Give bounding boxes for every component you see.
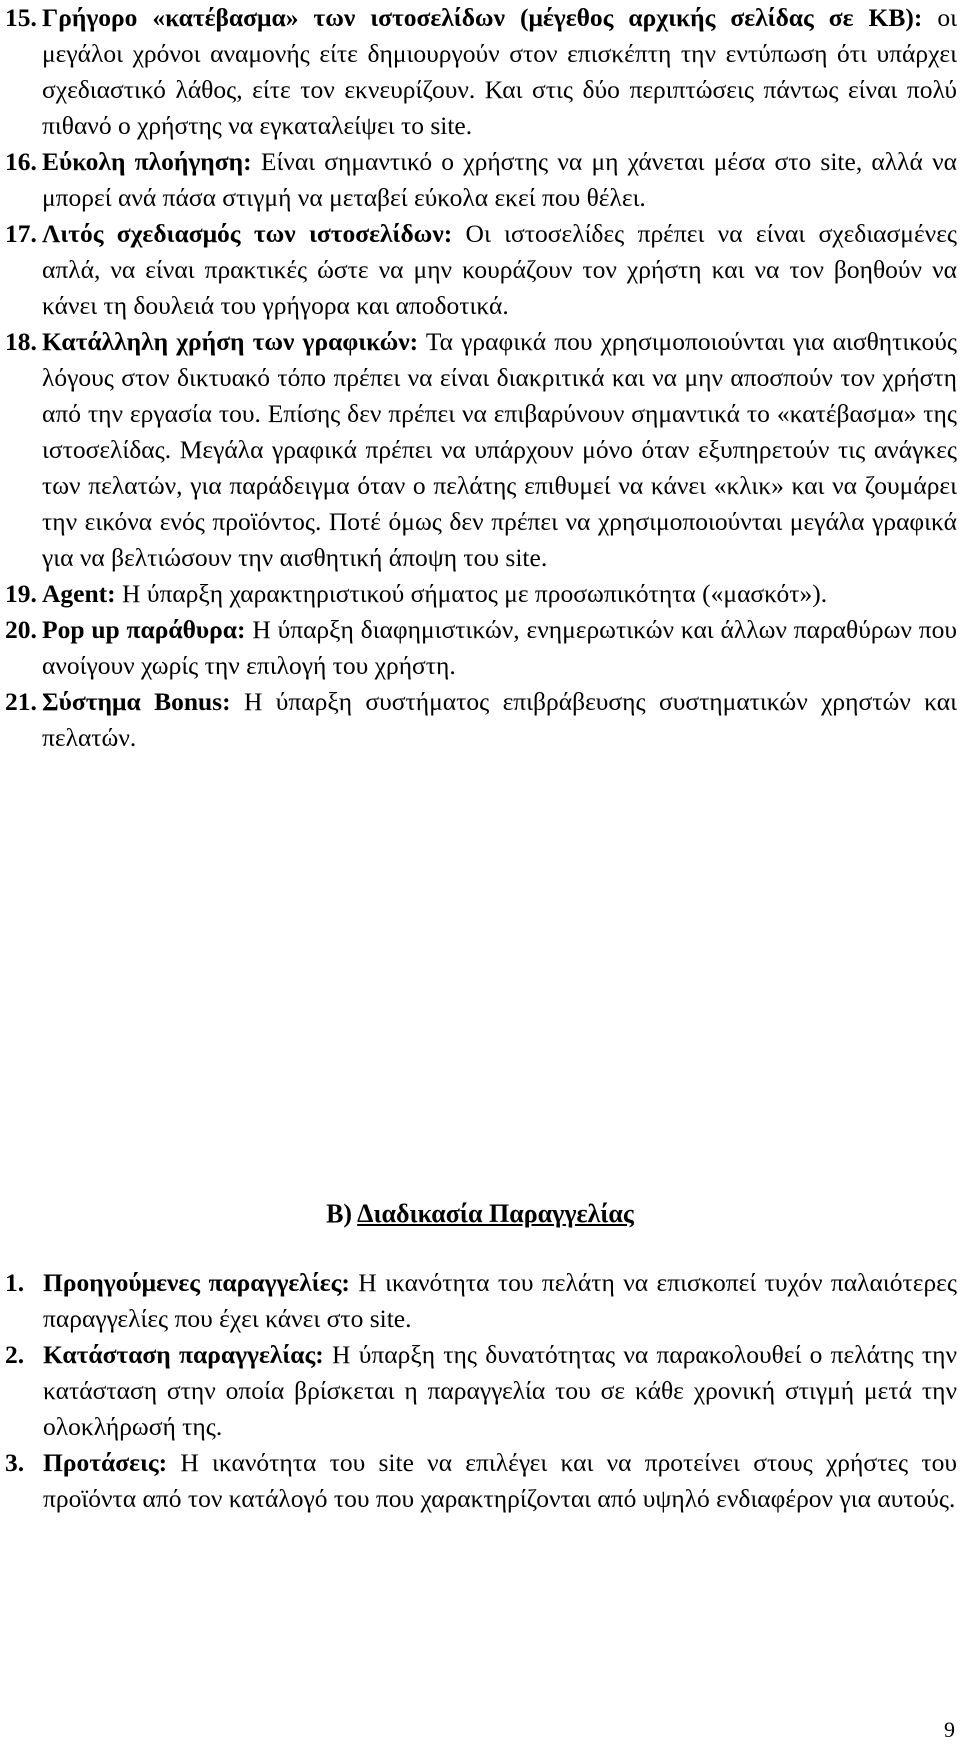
item-number: 2.: [5, 1340, 25, 1369]
list-item: [5, 684, 957, 756]
item-term: Κατάλληλη χρήση των γραφικών:: [42, 327, 419, 356]
list-item: [5, 0, 957, 144]
criteria-list-continued: [5, 0, 957, 756]
item-text: Η ύπαρξη της δυνατότητας να παρακολουθεί ο πελάτης την κατάσταση στην οποία βρίσκεται η παραγγελία του σε κάθε χρονική στιγμή μετά την ολοκλήρωσή της.: [43, 1340, 957, 1441]
section-heading-title: Διαδικασία Παραγγελίας: [357, 1199, 634, 1228]
item-term: Προηγούμενες παραγγελίες:: [43, 1268, 350, 1297]
item-number: 20.: [5, 615, 37, 644]
item-term: Εύκολη πλοήγηση:: [42, 147, 252, 176]
section-heading: [0, 1196, 960, 1232]
item-term: Agent:: [42, 579, 116, 608]
page-number: 9: [944, 1717, 955, 1742]
item-text: Τα γραφικά που χρησιμοποιούνται για αισθητικούς λόγους στον δικτυακό τόπο πρέπει να είναι διακριτικά και να μην αποσπούν τον χρήστη από την εργασία του. Επίσης δεν πρέπει να επιβαρύνουν σημαντικά το «κατέβασμα» της ιστοσελίδας. Μεγάλα γραφικά πρέπει να υπάρχουν μόνο όταν εξυπηρετούν τις ανάγκες των πελατών, για παράδειγμα όταν ο πελάτης επιθυμεί να κάνει «κλικ» και να ζουμάρει την εικόνα ενός προϊόντος. Ποτέ όμως δεν πρέπει να χρησιμοποιούνται μεγάλα γραφικά για να βελτιώσουν την αισθητική άποψη του site.: [42, 327, 957, 572]
section-heading-prefix: Β): [326, 1199, 358, 1228]
item-text: Οι ιστοσελίδες πρέπει να είναι σχεδιασμένες απλά, να είναι πρακτικές ώστε να μην κουράζουν τον χρήστη και να τον βοηθούν να κάνει τη δουλειά του γρήγορα και αποδοτικά.: [42, 219, 957, 320]
item-number: 15.: [5, 3, 37, 32]
item-text: Η ύπαρξη διαφημιστικών, ενημερωτικών και άλλων παραθύρων που ανοίγουν χωρίς την επιλογή του χρήστη.: [42, 615, 957, 680]
item-number: 19.: [5, 579, 37, 608]
list-item: [5, 1265, 957, 1337]
item-term: Κατάσταση παραγγελίας:: [43, 1340, 324, 1369]
item-text: οι μεγάλοι χρόνοι αναμονής είτε δημιουργούν στον επισκέπτη την εντύπωση ότι υπάρχει σχεδιαστικό λάθος, είτε τον εκνευρίζουν. Και στις δύο περιπτώσεις πάντως είναι πολύ πιθανό ο χρήστης να εγκαταλείψει το site.: [42, 3, 957, 140]
item-number: 17.: [5, 219, 37, 248]
item-number: 3.: [5, 1448, 25, 1477]
order-process-list: [5, 1265, 957, 1517]
item-text: Η ύπαρξη χαρακτηριστικού σήματος με προσωπικότητα («μασκότ»).: [115, 579, 828, 608]
item-text: Η ύπαρξη συστήματος επιβράβευσης συστηματικών χρηστών και πελατών.: [42, 687, 957, 752]
list-item: [5, 144, 957, 216]
item-text: Είναι σημαντικό ο χρήστης να μη χάνεται μέσα στο site, αλλά να μπορεί ανά πάσα στιγμή να μεταβεί εύκολα εκεί που θέλει.: [42, 147, 958, 212]
item-text: Η ικανότητα του site να επιλέγει και να προτείνει στους χρήστες του προϊόντα από τον κατάλογό του που χαρακτηρίζονται από υψηλό ενδιαφέρον για αυτούς.: [43, 1448, 957, 1513]
list-item: [5, 216, 957, 324]
item-term: Προτάσεις:: [43, 1448, 168, 1477]
list-item: [5, 612, 957, 684]
item-number: 1.: [5, 1268, 25, 1297]
list-item: [5, 324, 957, 576]
item-term: Γρήγορο «κατέβασμα» των ιστοσελίδων (μέγεθος αρχικής σελίδας σε KB):: [42, 3, 923, 32]
item-text: Η ικανότητα του πελάτη να επισκοπεί τυχόν παλαιότερες παραγγελίες που έχει κάνει στο site.: [43, 1268, 957, 1333]
item-term: Pop up παράθυρα:: [42, 615, 246, 644]
list-item: [5, 576, 957, 612]
list-item: [5, 1445, 957, 1517]
item-term: Σύστημα Bonus:: [42, 687, 231, 716]
item-term: Λιτός σχεδιασμός των ιστοσελίδων:: [42, 219, 453, 248]
list-item: [5, 1337, 957, 1445]
item-number: 18.: [5, 327, 37, 356]
item-number: 21.: [5, 687, 37, 716]
item-number: 16.: [5, 147, 37, 176]
